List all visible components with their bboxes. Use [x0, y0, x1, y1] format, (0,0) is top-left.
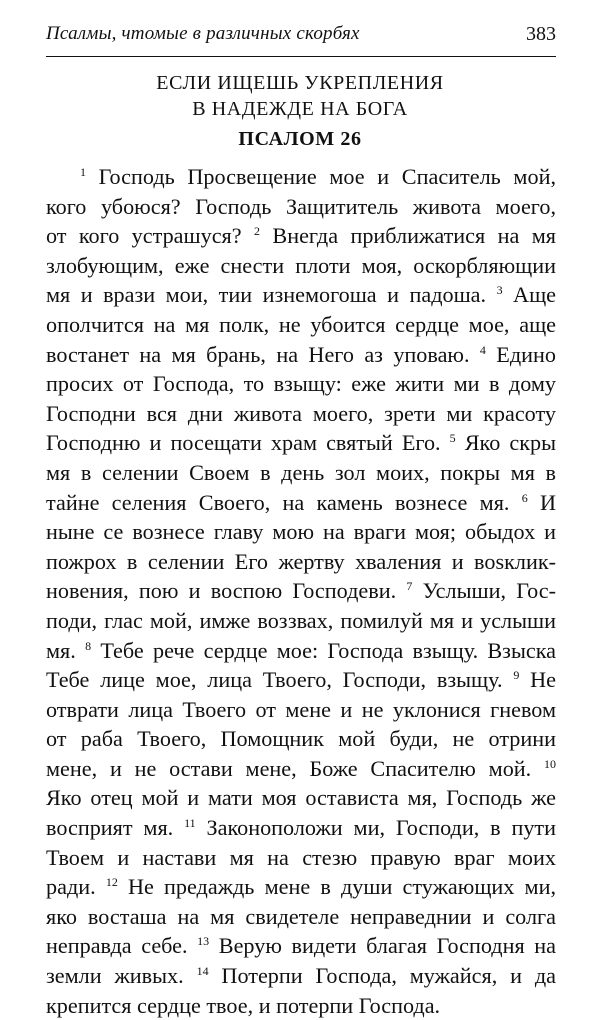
verse-number: 1 [80, 165, 86, 179]
verse-text: крепится сердце твое, и потерпи Господа. [46, 992, 441, 1018]
section-heading [0, 70, 600, 122]
verse-number: 2 [254, 224, 261, 239]
verse-text: кого убоюся? Господь Защититель живота моего, [46, 193, 556, 219]
psalm-title: ПСАЛОМ 26 [238, 128, 362, 150]
verse-number: 12 [105, 875, 118, 890]
verse-text: неправда себе. [46, 933, 198, 959]
verse-text: Внегда приближатися на мя [260, 223, 556, 249]
verse-text: яко восташа на мя свидетеле неправеднии и солга [46, 903, 556, 929]
verse-text: И [527, 489, 557, 515]
verse-text: Яко отец мой и мати моя остависта мя, Господь же [46, 785, 556, 811]
verse-text: ополчится на мя полк, не убоится сердце мое, аще [46, 311, 556, 337]
text-line [46, 280, 556, 310]
verse-text: от раба Твоего, Помощник мой буди, не отрини [46, 726, 556, 752]
verse-text: пожрох в селении Его жертву хваления и воsклик- [46, 548, 556, 574]
verse-number: 11 [184, 816, 196, 831]
text-line [46, 961, 556, 991]
heading-line-2: В НАДЕЖДЕ НА БОГА [192, 98, 408, 120]
text-line [46, 399, 556, 429]
verse-text: восприят мя. [46, 815, 185, 841]
verse-number: 10 [544, 756, 556, 771]
text-line [46, 162, 556, 192]
text-line [46, 428, 556, 458]
verse-text: Услыши, Гос- [412, 578, 556, 604]
text-line [46, 340, 556, 370]
text-line [46, 251, 556, 281]
verse-number: 9 [513, 668, 520, 683]
verse-text: новения, пою и воспою Господеви. [46, 578, 407, 604]
verse-text: мя в селении Своем в день зол моих, покры мя в [46, 459, 556, 485]
verse-number: 4 [479, 342, 486, 357]
running-title: Псалмы, чтомые в различных скорбях [46, 23, 360, 44]
text-line [46, 576, 556, 606]
verse-text: Тебе рече сердце мое: Господа взыщу. Взыска [91, 637, 556, 663]
text-line [46, 872, 556, 902]
text-line [46, 991, 556, 1020]
verse-text: мя и врази мои, тии изнемогоша и падоша. [46, 282, 497, 308]
verse-text: Не [519, 667, 556, 693]
verse-text: Едино [485, 341, 556, 367]
psalm-text [46, 162, 556, 1020]
text-line [46, 517, 556, 547]
verse-text: просих от Господа, то взыщу: еже жити ми в дому [46, 371, 556, 397]
text-line [46, 843, 556, 873]
page-number: 383 [526, 23, 556, 45]
text-line [46, 606, 556, 636]
text-line [46, 458, 556, 488]
verse-text: мя. [46, 637, 86, 663]
verse-text: востанет на мя брань, на Него аз уповаю. [46, 341, 480, 367]
verse-text: Аще [502, 282, 556, 308]
verse-text: Господню и посещати храм святый Его. [46, 430, 450, 456]
text-line [46, 695, 556, 725]
verse-number: 6 [521, 490, 528, 505]
verse-text: Законоположи ми, Господи, в пути [195, 815, 556, 841]
text-line [46, 221, 556, 251]
text-line [46, 310, 556, 340]
verse-text: Господни вся дни живота моего, зрети ми красоту [46, 400, 556, 426]
text-line [46, 192, 556, 222]
text-line [46, 369, 556, 399]
verse-number: 14 [196, 964, 209, 979]
verse-text: земли живых. [46, 963, 197, 989]
verse-text: ради. [46, 874, 106, 900]
text-line [46, 813, 556, 843]
verse-number: 7 [406, 579, 413, 594]
verse-text: от кого устрашуся? [46, 223, 255, 249]
verse-text: мене, и не остави мене, Боже Спасителю мой. [46, 755, 544, 781]
verse-text: Верую видети благая Господня на [209, 933, 556, 959]
text-line [46, 783, 556, 813]
heading-line-1: ЕСЛИ ИЩЕШЬ УКРЕПЛЕНИЯ [156, 72, 444, 94]
text-line [46, 754, 556, 784]
text-line [46, 665, 556, 695]
verse-number: 3 [496, 283, 503, 298]
text-line [46, 724, 556, 754]
text-line [46, 931, 556, 961]
running-head [46, 18, 556, 57]
text-line [46, 902, 556, 932]
verse-text: тайне селения Своего, на камень вознесе мя. [46, 489, 522, 515]
text-line [46, 547, 556, 577]
verse-number: 5 [449, 431, 456, 446]
verse-text: злобующим, еже снести плоти моя, оскорбляющии [46, 252, 556, 278]
verse-text: Потерпи Господа, мужайся, и да [208, 963, 556, 989]
verse-text: Яко скры [455, 430, 556, 456]
verse-text: Господь Просвещение мое и Спаситель мой, [86, 164, 556, 189]
text-line [46, 488, 556, 518]
verse-number: 8 [85, 638, 92, 653]
verse-text: Твоем и настави мя на стезю правую враг моих [46, 844, 556, 870]
verse-text: Не предаждь мене в души стужающих ми, [117, 874, 557, 900]
verse-text: Тебе лице мое, лица Твоего, Господи, взыщу. [46, 667, 514, 693]
verse-text: отврати лица Твоего от мене и не уклонися гневом [46, 696, 556, 722]
verse-number: 13 [197, 934, 210, 949]
verse-text: поди, глас мой, имже воззвах, помилуй мя и услыши [46, 607, 556, 633]
text-line [46, 636, 556, 666]
verse-text: ныне се вознесе главу мою на враги моя; обыдох и [46, 519, 556, 545]
